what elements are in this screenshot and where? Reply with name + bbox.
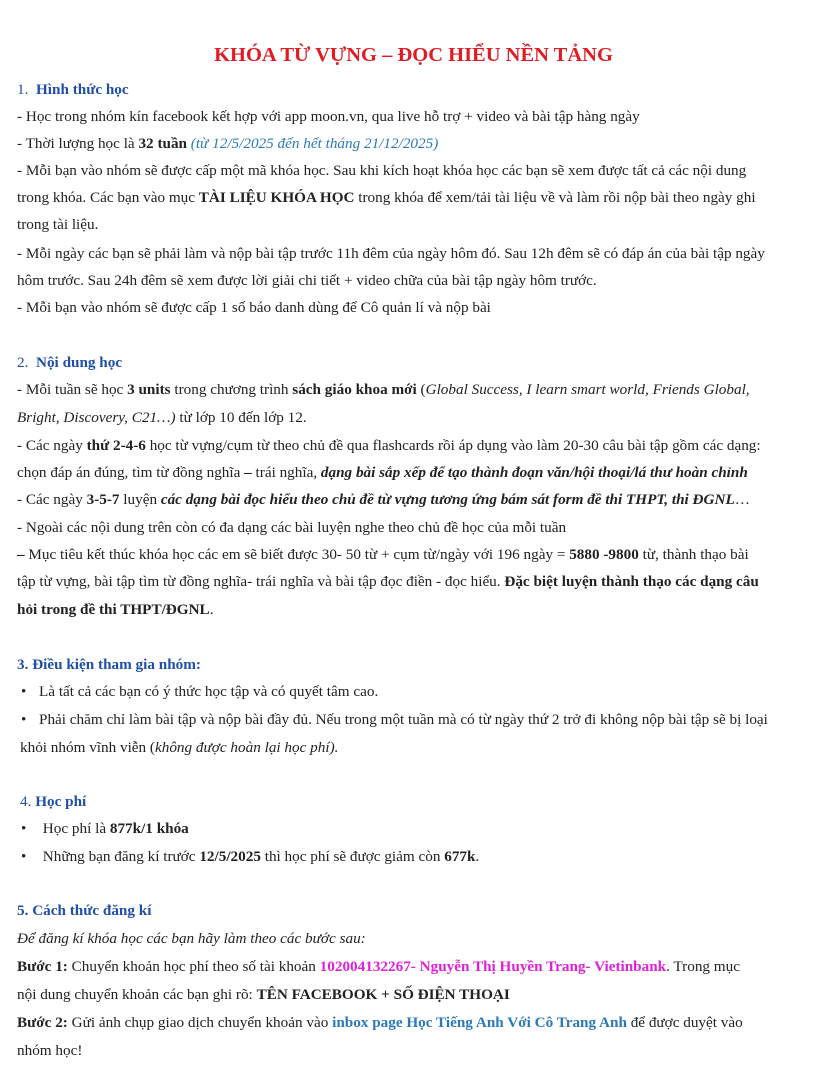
section-2-line-3: - Các ngày thứ 2-4-6 học từ vựng/cụm từ theo chủ đề qua flashcards rồi áp dụng vào làm 20-30 câu bài tập gồm các dạng: — [17, 437, 761, 454]
section-2-line-5: - Các ngày 3-5-7 luyện các dạng bài đọc hiểu theo chủ đề từ vựng tương ứng bám sát form đề thi THPT, thi ĐGNL… — [17, 491, 750, 508]
section-1-line-3: - Mỗi bạn vào nhóm sẽ được cấp một mã khóa học. Sau khi kích hoạt khóa học các bạn sẽ xem được tất cả các nội dung — [17, 162, 747, 179]
section-2-line-9: hỏi trong đề thi THPT/ĐGNL. — [17, 601, 214, 618]
section-1-heading: 1. Hình thức học — [17, 81, 129, 98]
section-1-line-4: trong khóa. Các bạn vào mục TÀI LIỆU KHÓA HỌC trong khóa để xem/tải tài liệu về và làm rồi nộp bài theo ngày ghi — [17, 189, 756, 206]
step-1-line-2: nội dung chuyển khoản các bạn ghi rõ: TÊN FACEBOOK + SỐ ĐIỆN THOẠI — [17, 986, 510, 1003]
section-1-line-5: trong tài liệu. — [17, 216, 99, 233]
step-1-line-1: Bước 1: Chuyển khoản học phí theo số tài khoản 102004132267- Nguyễn Thị Huyền Trang- Vietinbank. Trong mục — [17, 958, 740, 975]
section-1-line-2: - Thời lượng học là 32 tuần (từ 12/5/2025 đến hết tháng 21/12/2025) — [17, 135, 439, 152]
section-1-line-1: - Học trong nhóm kín facebook kết hợp với app moon.vn, qua live hỗ trợ + video và bài tập hàng ngày — [17, 108, 640, 125]
section-5-heading: 5. Cách thức đăng kí — [17, 902, 152, 919]
section-2-line-8: tập từ vựng, bài tập tìm từ đồng nghĩa- trái nghĩa và bài tập đọc điền - đọc hiểu. Đặc biệt luyện thành thạo các dạng câu — [17, 573, 759, 590]
step-2-line-1: Bước 2: Gửi ảnh chụp giao dịch chuyển khoản vào inbox page Học Tiếng Anh Với Cô Trang Anh để được duyệt vào — [17, 1014, 743, 1031]
page-title: KHÓA TỪ VỰNG – ĐỌC HIỂU NỀN TẢNG — [214, 44, 613, 66]
section-2-line-2: Bright, Discovery, C21…) từ lớp 10 đến lớp 12. — [17, 409, 307, 426]
section-4-bullet-1: • Học phí là 877k/1 khóa — [17, 815, 821, 842]
section-2-heading: 2. Nội dung học — [17, 354, 123, 371]
section-3-heading: 3. Điều kiện tham gia nhóm: — [17, 656, 201, 673]
section-3-bullet-2: • Phải chăm chỉ làm bài tập và nộp bài đầy đủ. Nếu trong một tuần mà có từ ngày thứ 2 trở đi không nộp bài tập sẽ bị loại — [17, 706, 821, 733]
section-1-line-7: hôm trước. Sau 24h đêm sẽ xem được lời giải chi tiết + video chữa của bài tập ngày hôm trước. — [17, 272, 597, 289]
section-2-line-6: - Ngoài các nội dung trên còn có đa dạng các bài luyện nghe theo chủ đề học của mỗi tuần — [17, 519, 567, 536]
section-2-line-4: chọn đáp án đúng, tìm từ đồng nghĩa – trái nghĩa, dạng bài sắp xếp để tạo thành đoạn văn/hội thoại/lá thư hoàn chỉnh — [17, 464, 748, 481]
section-3-bullet-2-cont: khỏi nhóm vĩnh viễn (không được hoàn lại học phí). — [20, 739, 339, 756]
section-2-line-7: – Mục tiêu kết thúc khóa học các em sẽ biết được 30- 50 từ + cụm từ/ngày với 196 ngày = 5880 -9800 từ, thành thạo bài — [17, 546, 749, 563]
section-2-line-1: - Mỗi tuần sẽ học 3 units trong chương trình sách giáo khoa mới (Global Success, I learn smart world, Friends Global, — [17, 381, 750, 398]
section-3-bullet-1: • Là tất cả các bạn có ý thức học tập và có quyết tâm cao. — [17, 678, 821, 705]
section-1-line-6: - Mỗi ngày các bạn sẽ phải làm và nộp bài tập trước 11h đêm của ngày hôm đó. Sau 12h đêm sẽ có đáp án của bài tập ngày — [17, 245, 765, 262]
section-5-intro: Để đăng kí khóa học các bạn hãy làm theo các bước sau: — [17, 930, 366, 947]
step-2-line-2: nhóm học! — [17, 1042, 83, 1059]
section-4-bullet-2: • Những bạn đăng kí trước 12/5/2025 thì học phí sẽ được giảm còn 677k. — [17, 843, 821, 870]
section-1-line-8: - Mỗi bạn vào nhóm sẽ được cấp 1 số báo danh dùng để Cô quản lí và nộp bài — [17, 299, 491, 316]
section-4-heading: 4. Học phí — [20, 793, 87, 810]
